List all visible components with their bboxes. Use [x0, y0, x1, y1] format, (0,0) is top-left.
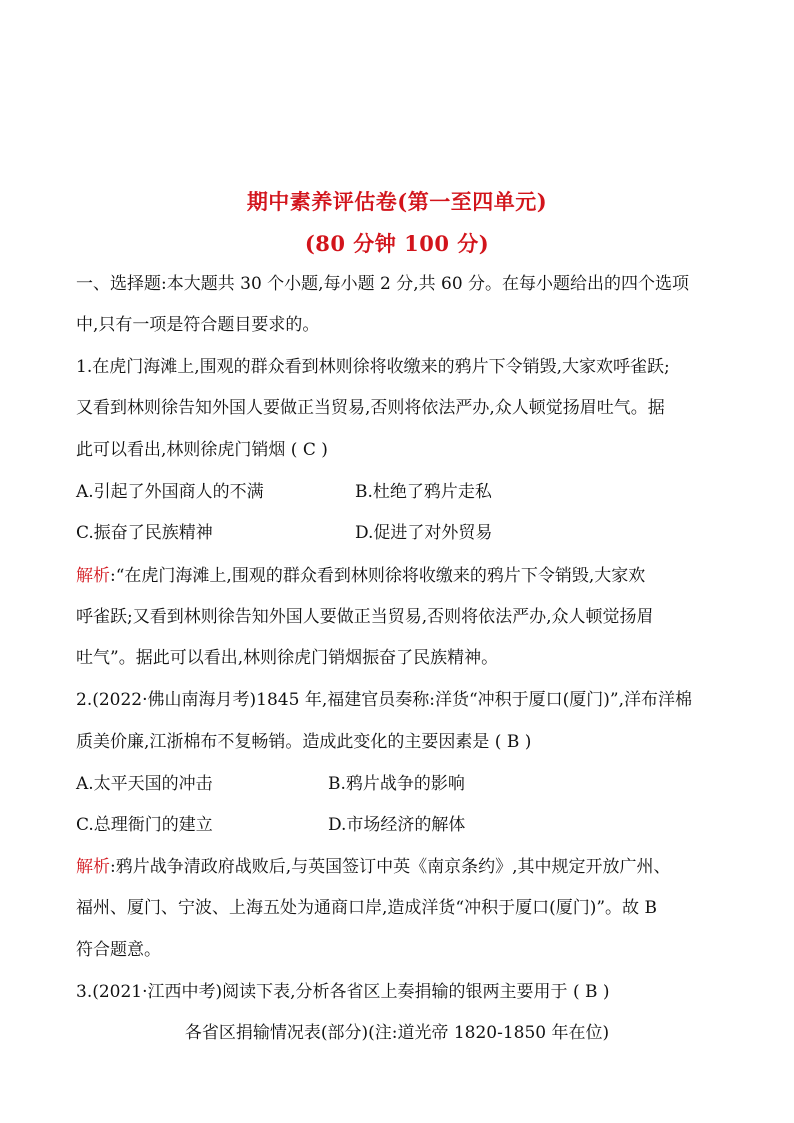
q1-option-d: D.促进了对外贸易 — [355, 523, 493, 543]
q1-option-b: B.杜绝了鸦片走私 — [355, 482, 492, 502]
q2-stem-line-1: 2.(2022·佛山南海月考)1845 年,福建官员奏称:洋货“冲积于厦口(厦门)”,洋布洋棉 — [76, 690, 692, 710]
page-subtitle: (80 分钟 100 分) — [304, 231, 490, 256]
q1-option-c: C.振奋了民族精神 — [76, 523, 213, 543]
q1-analysis-line-3: 吐气”。据此可以看出,林则徐虎门销烟振奋了民族精神。 — [76, 648, 499, 668]
q1-analysis-line-2: 呼雀跃;又看到林则徐告知外国人要做正当贸易,否则将依法严办,众人顿觉扬眉 — [76, 607, 654, 627]
q2-option-a: A.太平天国的冲击 — [76, 774, 213, 794]
q2-option-b: B.鸦片战争的影响 — [328, 774, 465, 794]
q3-table-caption: 各省区捐输情况表(部分)(注:道光帝 1820-1850 年在位) — [184, 1023, 610, 1043]
q2-option-d: D.市场经济的解体 — [328, 815, 466, 835]
q1-stem-line-2: 又看到林则徐告知外国人要做正当贸易,否则将依法严办,众人顿觉扬眉吐气。据 — [76, 398, 665, 418]
section-intro-line-2: 中,只有一项是符合题目要求的。 — [76, 315, 320, 335]
q2-analysis-line-2: 福州、厦门、宁波、上海五处为通商口岸,造成洋货“冲积于厦口(厦门)”。故 B — [76, 898, 657, 918]
q2-analysis-line-3: 符合题意。 — [76, 940, 161, 960]
q2-analysis-line-1 — [76, 855, 726, 879]
q1-analysis-text-1: :“在虎门海滩上,围观的群众看到林则徐将收缴来的鸦片下令销毁,大家欢 — [110, 566, 646, 586]
q1-analysis-line-1 — [76, 564, 726, 588]
q2-analysis-label: 解析 — [76, 857, 110, 877]
page-title: 期中素养评估卷(第一至四单元) — [246, 189, 548, 214]
q2-option-c: C.总理衙门的建立 — [76, 815, 213, 835]
section-intro-line-1: 一、选择题:本大题共 30 个小题,每小题 2 分,共 60 分。在每小题给出的四个选项 — [76, 274, 690, 294]
q1-stem-line-3: 此可以看出,林则徐虎门销烟 ( C ) — [76, 440, 328, 460]
q1-option-a: A.引起了外国商人的不满 — [76, 482, 264, 502]
q2-analysis-text-1: :鸦片战争清政府战败后,与英国签订中英《南京条约》,其中规定开放广州、 — [110, 857, 671, 877]
q3-stem-line-1: 3.(2021·江西中考)阅读下表,分析各省区上奏捐输的银两主要用于 ( B ) — [76, 982, 610, 1002]
q1-stem-line-1: 1.在虎门海滩上,围观的群众看到林则徐将收缴来的鸦片下令销毁,大家欢呼雀跃; — [76, 357, 670, 377]
q1-analysis-label: 解析 — [76, 566, 110, 586]
q2-stem-line-2: 质美价廉,江浙棉布不复畅销。造成此变化的主要因素是 ( B ) — [76, 732, 532, 752]
